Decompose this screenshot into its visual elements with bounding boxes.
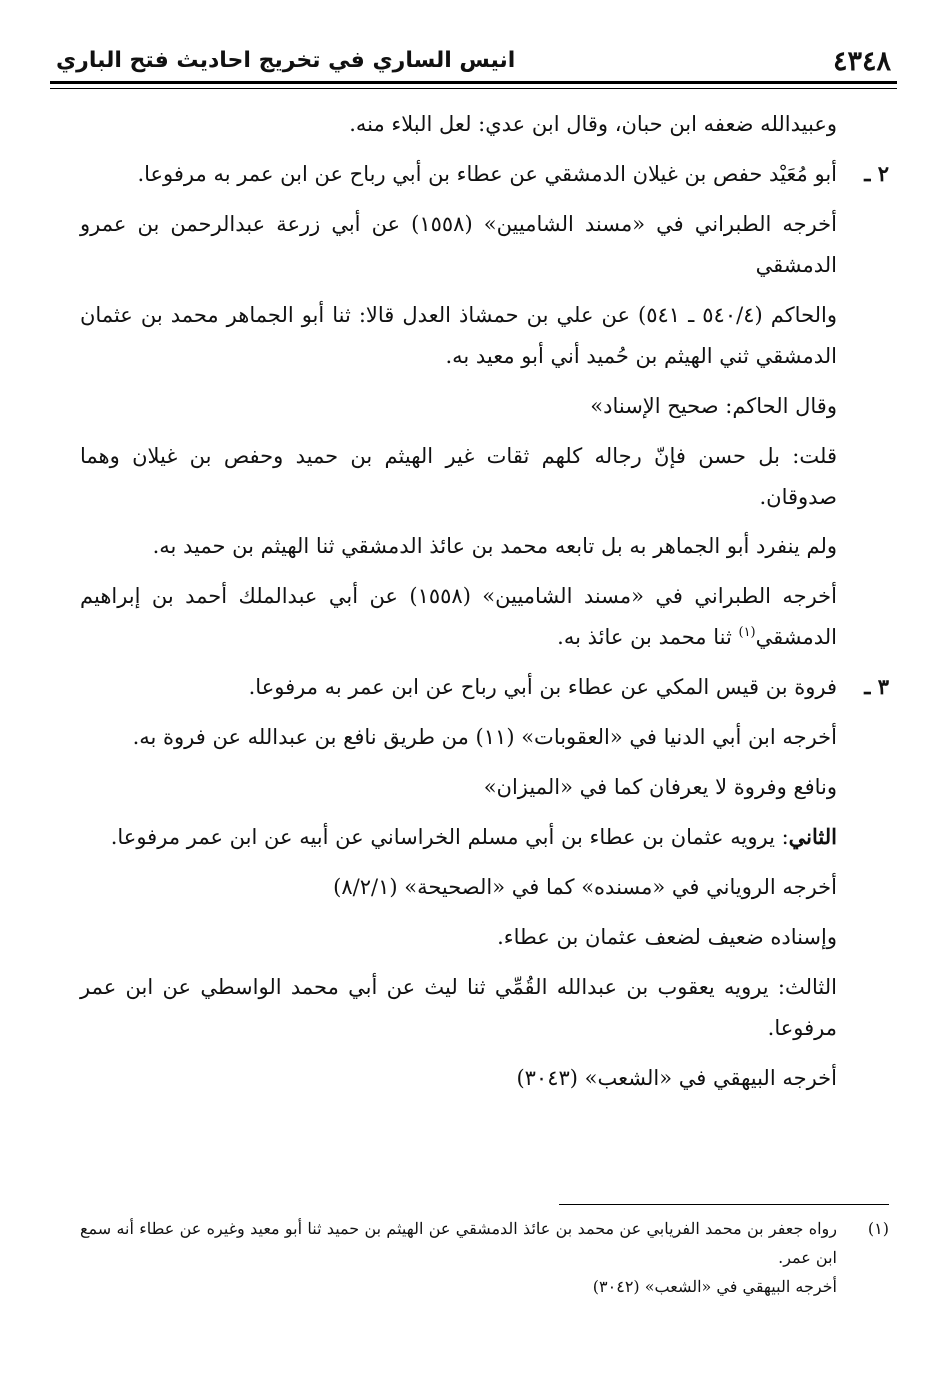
paragraph: وعبيدالله ضعفه ابن حبان، وقال ابن عدي: لعل البلاء منه. <box>349 112 837 136</box>
item-number: ٢ ـ <box>864 160 889 186</box>
paragraph: أخرجه الطبراني في «مسند الشاميين» (١٥٥٨) عن أبي زرعة عبدالرحمن بن عمرو الدمشقي <box>80 211 837 277</box>
paragraph <box>80 817 889 858</box>
footnote-text: رواه جعفر بن محمد الفريابي عن محمد بن عائذ الدمشقي عن الهيثم بن حميد ثنا أبو معيد وغيره عن عطاء أنه سمع ابن عمر. <box>80 1219 837 1267</box>
numbered-item <box>80 667 889 708</box>
page-header <box>50 40 897 84</box>
footnote-reference: (١) <box>738 625 756 641</box>
paragraph: ونافع وفروة لا يعرفان كما في «الميزان» <box>483 775 837 800</box>
page-number: ٤٣٤٨ <box>832 46 891 77</box>
footnote <box>80 1215 889 1273</box>
header-rule <box>50 81 897 84</box>
book-title: انيس الساري في تخريج احاديث فتح الباري <box>56 48 516 73</box>
item-text: فروة بن قيس المكي عن عطاء بن أبي رباح عن ابن عمر به مرفوعا. <box>248 675 837 700</box>
paragraph: أخرجه الروياني في «مسنده» كما في «الصحيحة» (٨/٢/١) <box>333 875 837 899</box>
header-rule-thin <box>50 88 897 89</box>
footnote-separator <box>559 1204 889 1205</box>
paragraph: وقال الحاكم: صحيح الإسناد» <box>590 393 837 418</box>
paragraph: والحاكم (٥٤٠/٤ ـ ٥٤١) عن علي بن حمشاذ العدل قالا: ثنا أبو الجماهر محمد بن عثمان الدمشقي ثني الهيثم بن حُميد أني أبو معيد به. <box>80 302 837 368</box>
item-text: أبو مُعَيْد حفص بن غيلان الدمشقي عن عطاء بن أبي رباح عن ابن عمر به مرفوعا. <box>137 161 837 186</box>
paragraph: أخرجه البيهقي في «الشعب» (٣٠٤٣) <box>516 1065 837 1090</box>
paragraph-text: : يرويه عثمان بن عطاء بن أبي مسلم الخراساني عن أبيه عن ابن عمر مرفوعا. <box>110 825 789 850</box>
main-text <box>80 104 889 1108</box>
item-number: ٣ ـ <box>864 674 889 700</box>
paragraph-text: ثنا محمد بن عائذ به. <box>557 625 739 650</box>
numbered-item <box>80 154 889 195</box>
paragraph-text: أخرجه الطبراني في «مسند الشاميين» (١٥٥٨) عن أبي عبدالملك أحمد بن إبراهيم الدمشقي <box>80 584 837 650</box>
paragraph: أخرجه ابن أبي الدنيا في «العقوبات» (١١) من طريق نافع بن عبدالله عن فروة به. <box>132 725 837 750</box>
section-label: الثاني <box>788 824 837 850</box>
paragraph: قلت: بل حسن فإنّ رجاله كلهم ثقات غير الهيثم بن حميد وحفص بن غيلان وهما صدوقان. <box>80 443 837 509</box>
footnotes <box>80 1215 889 1301</box>
paragraph: وإسناده ضعيف لضعف عثمان بن عطاء. <box>497 924 837 949</box>
paragraph <box>80 576 889 658</box>
paragraph: ولم ينفرد أبو الجماهر به بل تابعه محمد بن عائذ الدمشقي ثنا الهيثم بن حميد به. <box>152 534 837 559</box>
paragraph: الثالث: يرويه يعقوب بن عبدالله القُمِّي ثنا ليث عن أبي محمد الواسطي عن ابن عمر مرفوعا. <box>80 974 837 1040</box>
footnote-continuation: أخرجه البيهقي في «الشعب» (٣٠٤٢) <box>592 1276 837 1296</box>
footnote-number: (١) <box>867 1219 889 1238</box>
